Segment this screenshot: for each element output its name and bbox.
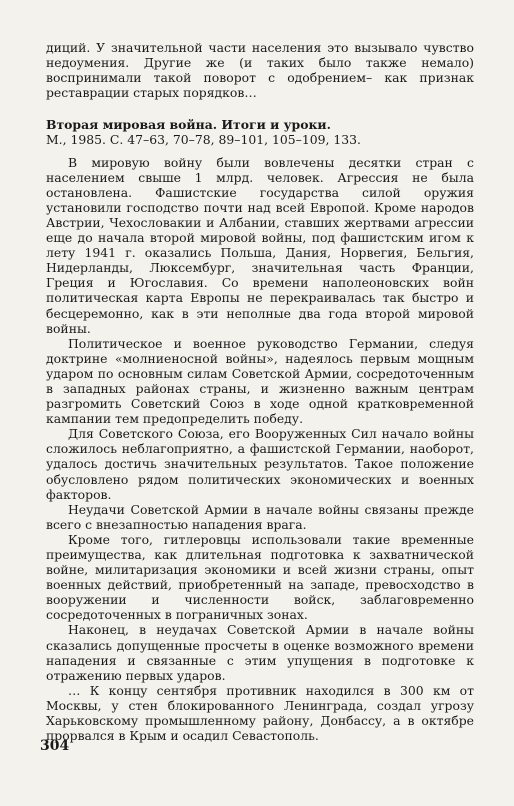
intro-paragraph: диций. У значительной части населения это вызывало чувство недоумения. Другие же (и таких было также немало) воспринимали такой поворот с одобрением– как признак реставрации старых порядков… xyxy=(46,40,474,101)
page-number: 304 xyxy=(40,738,70,754)
paragraph-1: В мировую войну были вовлечены десятки стран с населением свыше 1 млрд. человек. Агрессия не была остановлена. Фашистские государства силой оружия установили господство почти над всей Европой. Кроме народов Австрии, Чехословакии и Албании, ставших жертвами агрессии еще до начала второй мировой войны, под фашистским игом к лету 1941 г. оказались Польша, Дания, Норвегия, Бельгия, Нидерланды, Люксембург, значительная часть Франции, Греция и Югославия. Со времени наполеоновских войн политическая карта Европы не перекраивалась так быстро и бесцеремонно, как в эти неполные два года второй мировой войны. xyxy=(46,154,474,336)
source-reference: М., 1985. С. 47–63, 70–78, 89–101, 105–109, 133. xyxy=(46,132,361,148)
text-block xyxy=(46,40,474,743)
paragraph-5: Кроме того, гитлеровцы использовали такие временные преимущества, как длительная подготовка к захватнической войне, милитаризация экономики и всей жизни страны, опыт военных действий, приобретенный на западе, превосходство в вооружении и численности войск, заблаговременно сосредоточенных в пограничных зонах. xyxy=(46,531,474,623)
paragraph-4: Неудачи Советской Армии в начале войны связаны прежде всего с внезапностью нападения врага. xyxy=(46,501,474,532)
paragraph-2: Политическое и военное руководство Германии, следуя доктрине «молниеносной войны», надеялось первым мощным ударом по основным силам Советской Армии, сосредоточенным в западных районах страны, и жизненно важным центрам разгромить Советский Союз в ходе одной кратковременной кампании тем предопределить победу. xyxy=(46,335,474,427)
source-title: Вторая мировая война. Итоги и уроки. xyxy=(46,117,331,133)
paragraph-6: Наконец, в неудачах Советской Армии в начале войны сказались допущенные просчеты в оценке возможного времени нападения и связанные с этим упущения в подготовке к отражению первых ударов. xyxy=(46,622,474,683)
source-citation xyxy=(46,117,474,147)
paragraph-7: … К концу сентября противник находился в 300 км от Москвы, у стен блокированного Ленинграда, создал угрозу Харьковскому промышленному району, Донбассу, а в октябре прорвался в Крым и осадил Севастополь. xyxy=(46,682,474,744)
paragraph-3: Для Советского Союза, его Вооруженных Сил начало войны сложилось неблагоприятно, а фашистской Германии, наоборот, удалось достичь значительных результатов. Такое положение обусловлено рядом политических экономических и военных факторов. xyxy=(46,426,474,502)
